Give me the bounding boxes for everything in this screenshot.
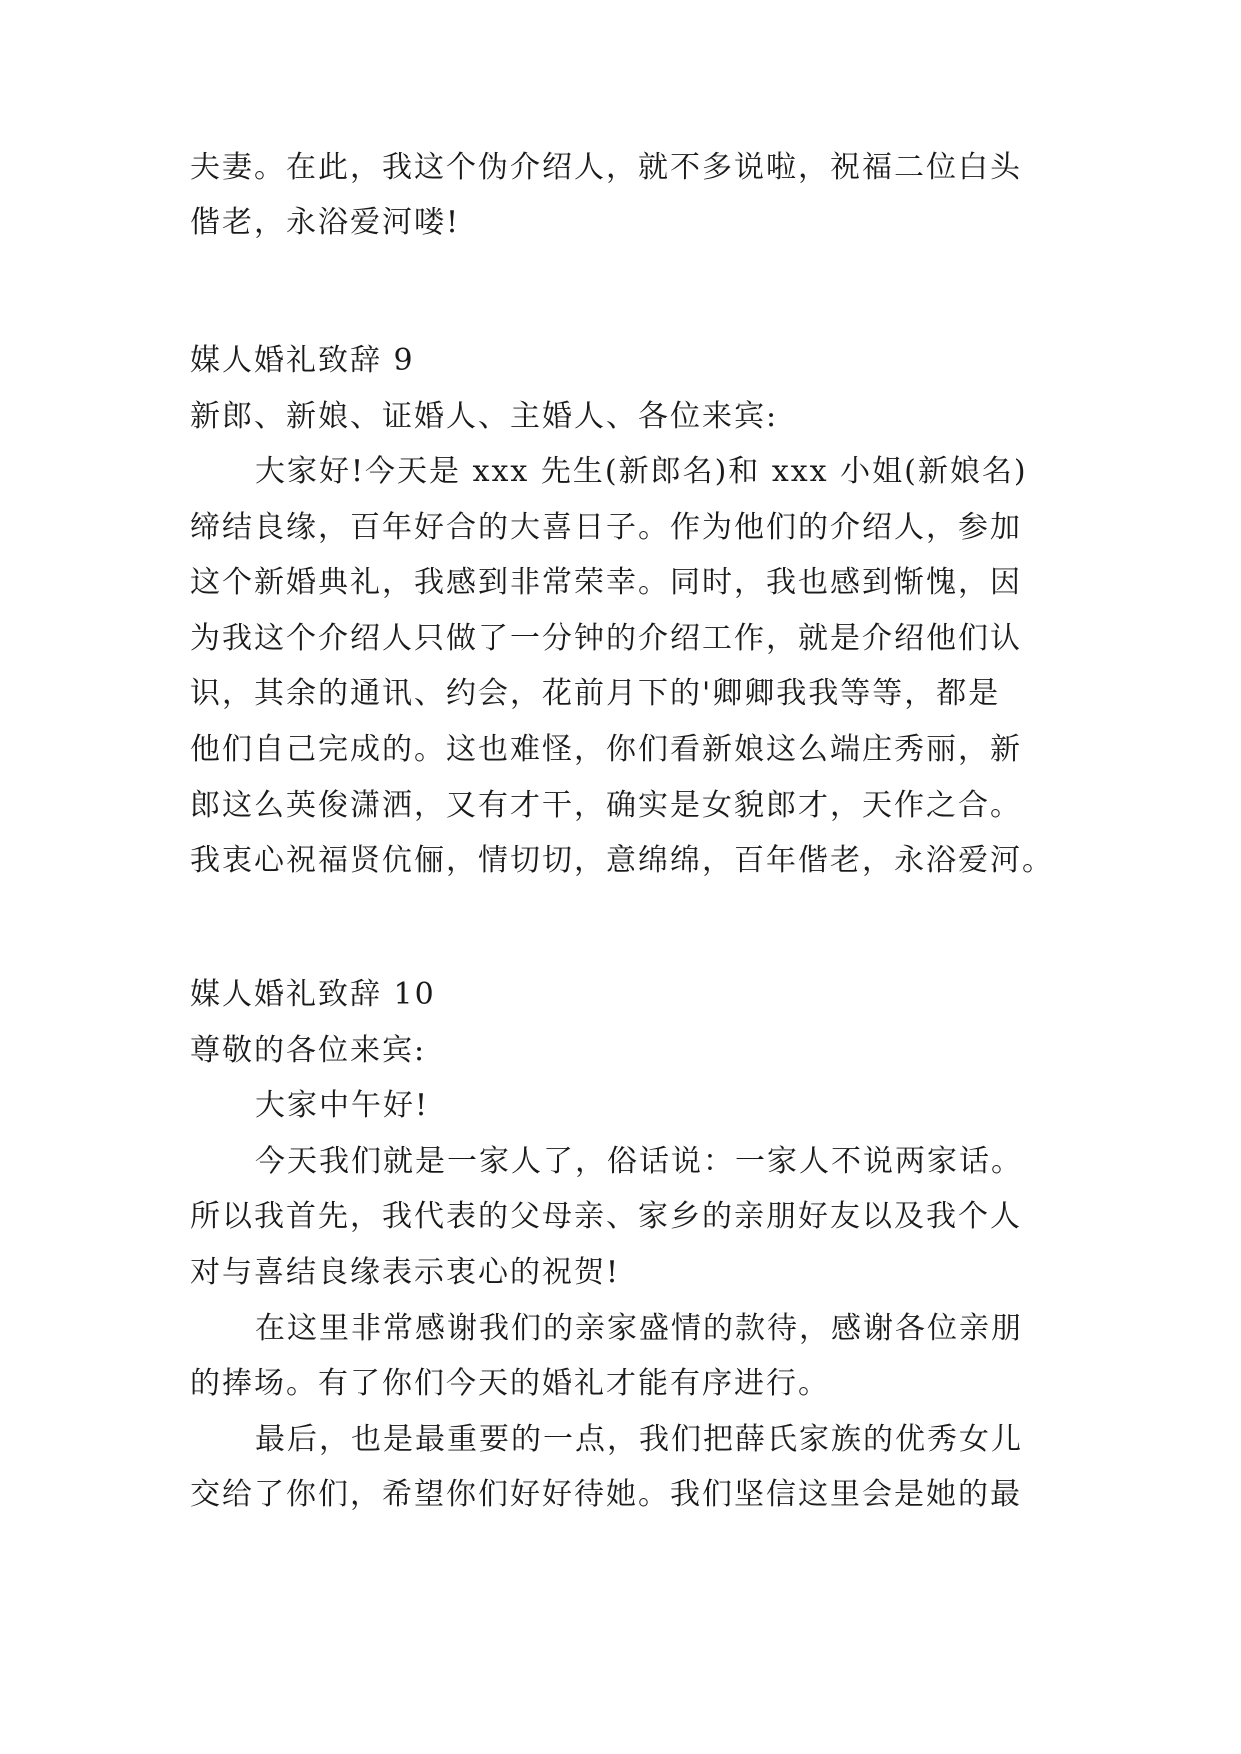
body-text-line: 交给了你们，希望你们好好待她。我们坚信这里会是她的最 [190, 1477, 1022, 1512]
greeting: 大家中午好! [255, 1088, 430, 1123]
body-text-line: 为我这个介绍人只做了一分钟的介绍工作，就是介绍他们认 [190, 621, 1022, 656]
salutation: 新郎、新娘、证婚人、主婚人、各位来宾: [190, 399, 779, 434]
section-heading: 媒人婚礼致辞 10 [190, 977, 436, 1012]
body-text-line: 大家好!今天是 xxx 先生(新郎名)和 xxx 小姐(新娘名) [255, 454, 1028, 489]
body-text-line: 郎这么英俊潇洒，又有才干，确实是女貌郎才，天作之合。 [190, 788, 1022, 823]
body-text-line: 对与喜结良缘表示衷心的祝贺! [190, 1255, 621, 1290]
body-text-line: 所以我首先，我代表的父母亲、家乡的亲朋好友以及我个人 [190, 1199, 1022, 1234]
body-text-line: 在这里非常感谢我们的亲家盛情的款待，感谢各位亲朋 [255, 1311, 1023, 1346]
body-text-line: 识，其余的通讯、约会，花前月下的'卿卿我我等等，都是 [190, 676, 1001, 711]
body-text-line: 缔结良缘，百年好合的大喜日子。作为他们的介绍人，参加 [190, 510, 1022, 545]
body-text-line: 这个新婚典礼，我感到非常荣幸。同时，我也感到惭愧，因 [190, 565, 1022, 600]
body-text-line: 夫妻。在此，我这个伪介绍人，就不多说啦，祝福二位白头 [190, 150, 1022, 185]
section-heading: 媒人婚礼致辞 9 [190, 343, 415, 378]
body-text-line: 最后，也是最重要的一点，我们把薛氏家族的优秀女儿 [255, 1422, 1023, 1457]
salutation: 尊敬的各位来宾: [190, 1033, 427, 1068]
body-text-line: 我衷心祝福贤伉俪，情切切，意绵绵，百年偕老，永浴爱河。 [190, 843, 1054, 878]
body-text-line: 今天我们就是一家人了，俗话说：一家人不说两家话。 [255, 1144, 1023, 1179]
body-text-line: 的捧场。有了你们今天的婚礼才能有序进行。 [190, 1366, 830, 1401]
body-text-line: 偕老，永浴爱河喽! [190, 205, 461, 240]
body-text-line: 他们自己完成的。这也难怪，你们看新娘这么端庄秀丽，新 [190, 732, 1022, 767]
